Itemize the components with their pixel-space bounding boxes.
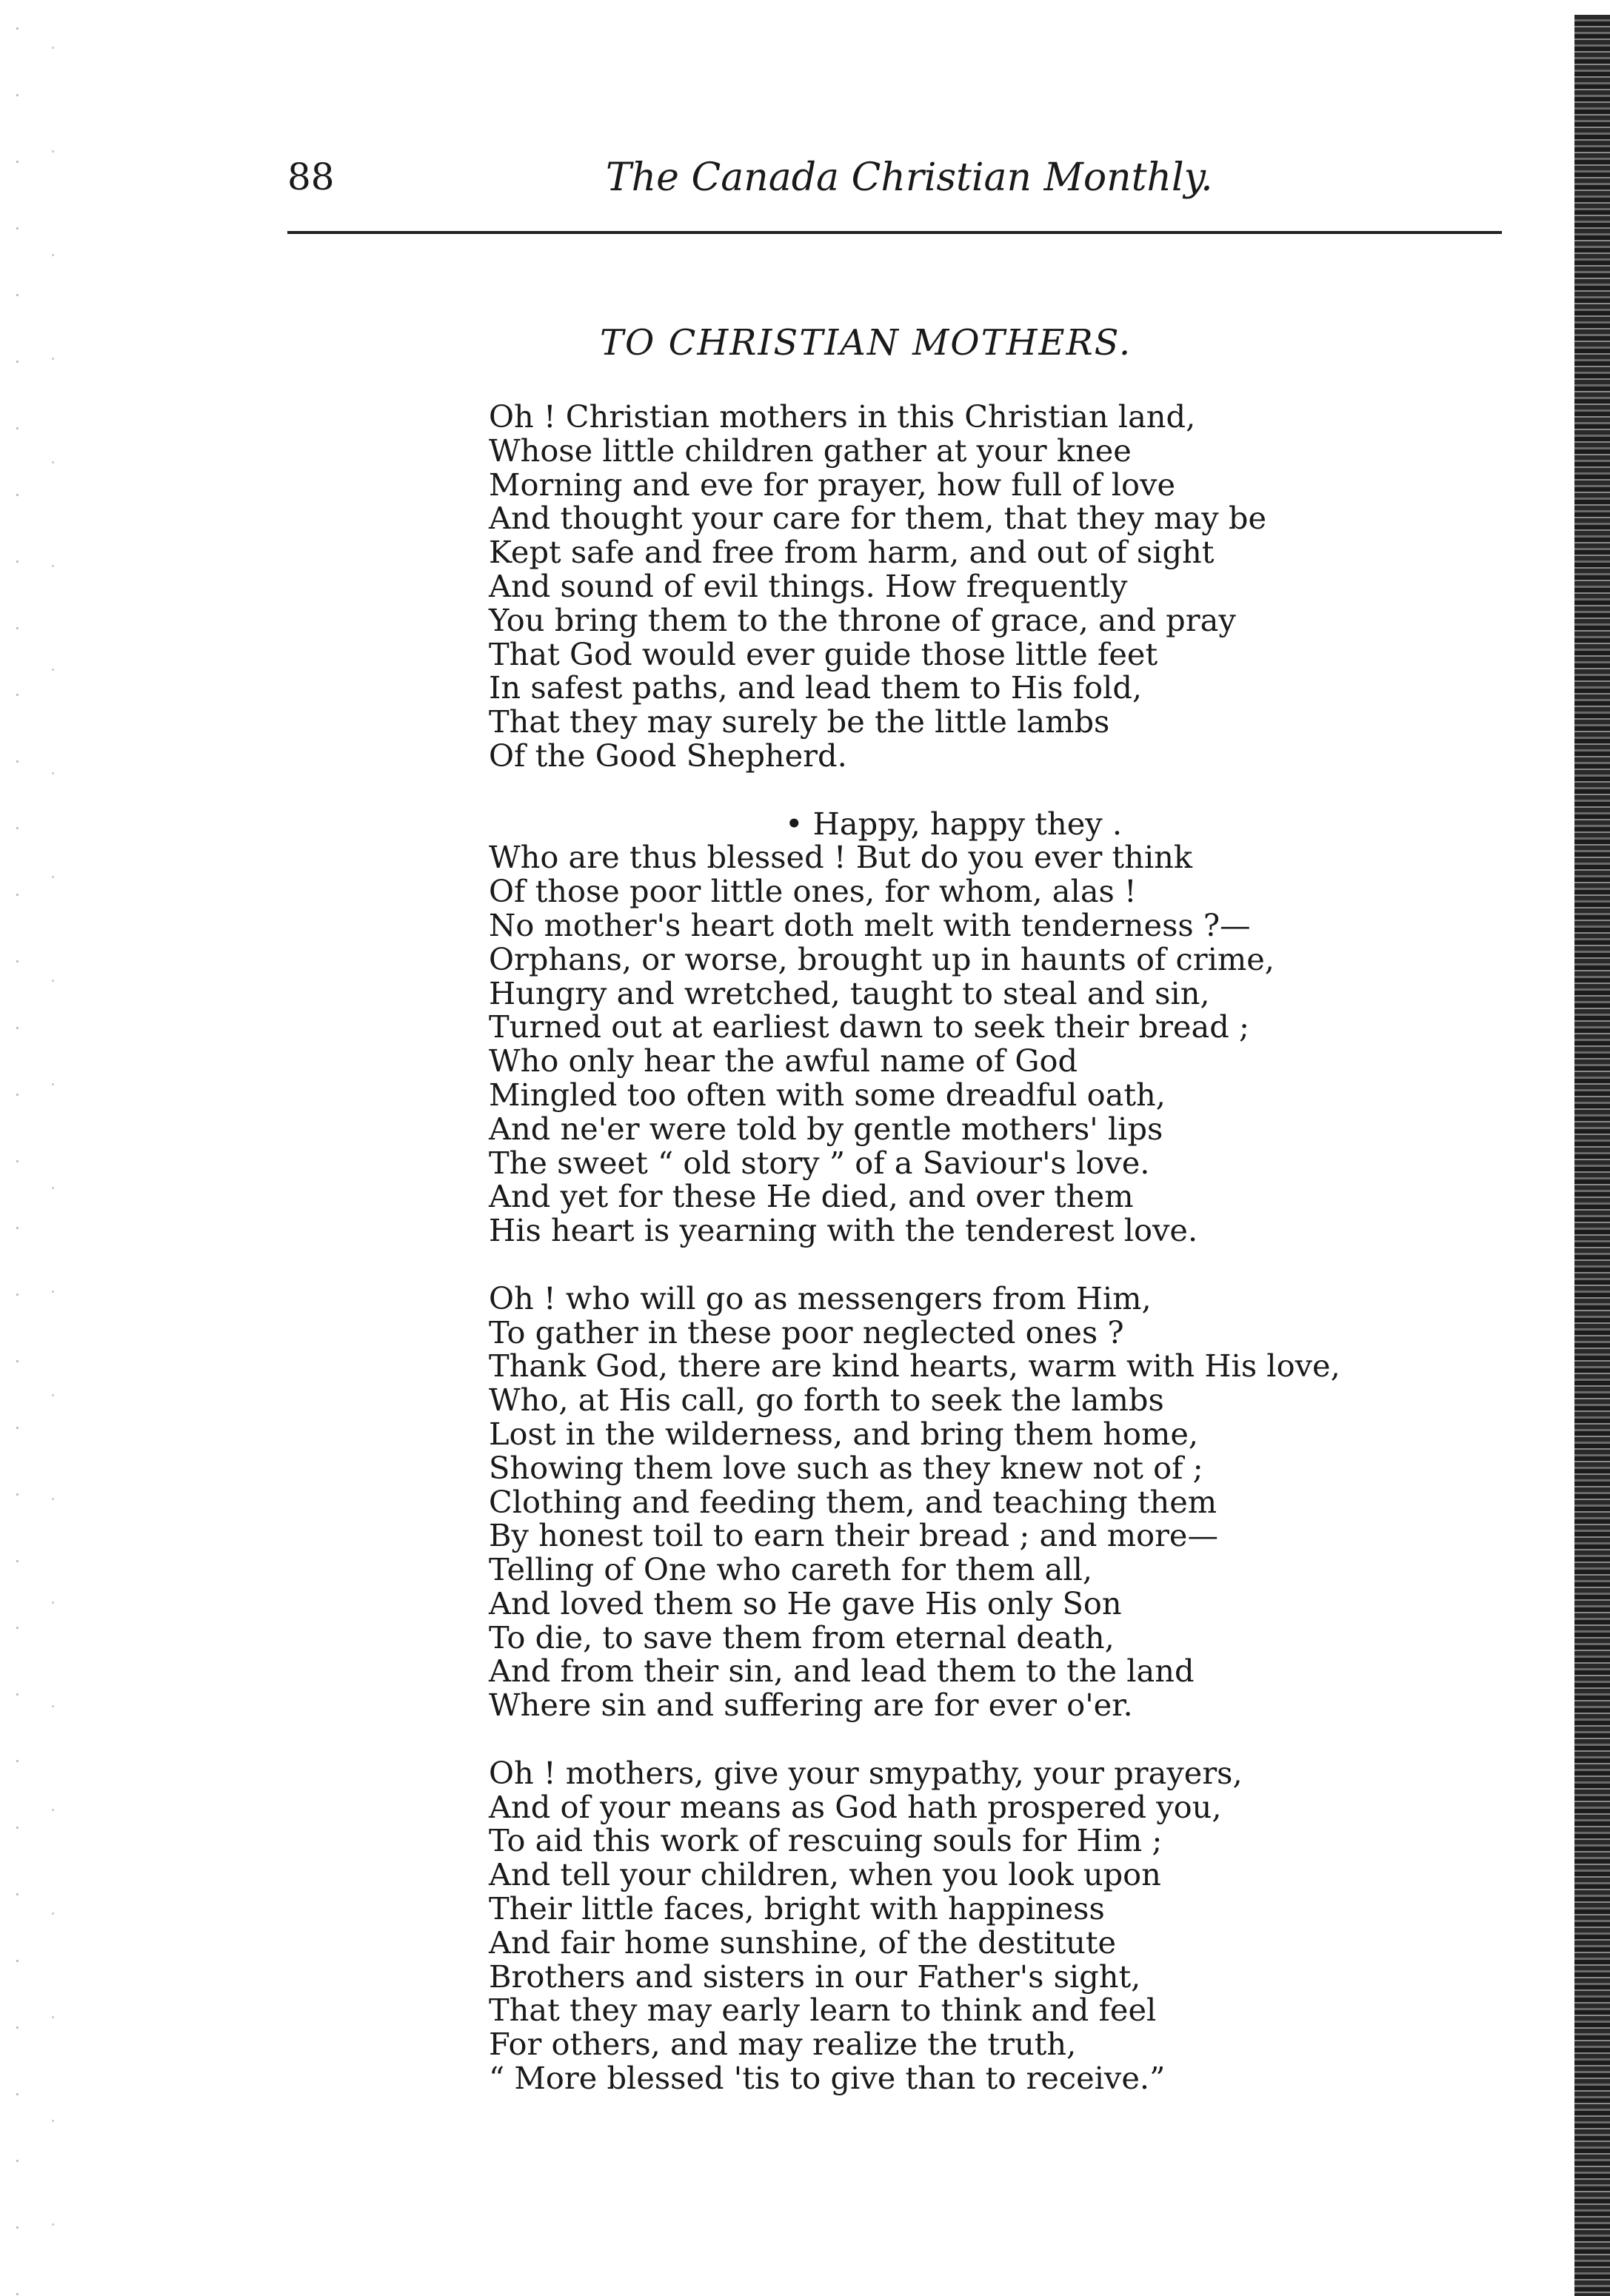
poem-line: Hungry and wretched, taught to steal and sin, bbox=[489, 974, 1210, 1011]
poem-line: And ne'er were told by gentle mothers' lips bbox=[489, 1110, 1163, 1147]
binding-edge bbox=[1574, 15, 1610, 2296]
stanza bbox=[489, 400, 1340, 773]
poem-line: And yet for these He died, and over them bbox=[489, 1178, 1134, 1215]
poem-line: And of your means as God hath prospered you, bbox=[489, 1788, 1222, 1825]
poem-line: You bring them to the throne of grace, and pray bbox=[489, 601, 1236, 638]
poem-line: To die, to save them from eternal death, bbox=[489, 1619, 1115, 1656]
poem-line: The sweet “ old story ” of a Saviour's love. bbox=[489, 1144, 1150, 1181]
poem-line: Oh ! mothers, give your smypathy, your prayers, bbox=[489, 1754, 1243, 1791]
poem-line: And fair home sunshine, of the destitute bbox=[489, 1924, 1117, 1961]
poem-line: His heart is yearning with the tenderest love. bbox=[489, 1212, 1198, 1249]
stanza bbox=[489, 1756, 1340, 2095]
poem-line: Thank God, there are kind hearts, warm with His love, bbox=[489, 1348, 1340, 1385]
poem-line: Oh ! Christian mothers in this Christian land, bbox=[489, 398, 1196, 435]
poem-line: “ More blessed 'tis to give than to receive.” bbox=[489, 2060, 1166, 2097]
poem-line: Whose little children gather at your knee bbox=[489, 432, 1132, 469]
left-margin-scan-noise bbox=[0, 0, 104, 2296]
page-number: 88 bbox=[287, 155, 335, 198]
stanza bbox=[489, 1279, 1340, 1724]
page-header bbox=[287, 148, 1502, 207]
stanza-gap bbox=[489, 1722, 1340, 1756]
poem-line: Of those poor little ones, for whom, alas ! bbox=[489, 873, 1137, 910]
poem-line: That God would ever guide those little feet bbox=[489, 635, 1158, 672]
poem-line: • Happy, happy they . bbox=[785, 805, 1123, 842]
poem-line: To gather in these poor neglected ones ? bbox=[489, 1313, 1124, 1351]
poem-line: Showing them love such as they knew not of ; bbox=[489, 1449, 1203, 1486]
poem-body bbox=[489, 400, 1340, 2095]
poem-line: And tell your children, when you look upon bbox=[489, 1856, 1161, 1893]
poem-line: And loved them so He gave His only Son bbox=[489, 1584, 1122, 1621]
poem-line: That they may early learn to think and feel bbox=[489, 1992, 1157, 2029]
poem-line: To aid this work of rescuing souls for Him ; bbox=[489, 1822, 1163, 1859]
running-title: The Canada Christian Monthly. bbox=[606, 155, 1213, 200]
poem-line: Who only hear the awful name of God bbox=[489, 1042, 1078, 1080]
poem-line: And from their sin, and lead them to the land bbox=[489, 1653, 1195, 1690]
poem-line: In safest paths, and lead them to His fold, bbox=[489, 669, 1143, 706]
poem-line: By honest toil to earn their bread ; and more— bbox=[489, 1517, 1218, 1554]
poem-line: Who are thus blessed ! But do you ever think bbox=[489, 839, 1193, 876]
poem-line: That they may surely be the little lambs bbox=[489, 703, 1110, 740]
poem-line: Lost in the wilderness, and bring them home, bbox=[489, 1415, 1199, 1452]
poem-line: Kept safe and free from harm, and out of sight bbox=[489, 534, 1215, 571]
poem-line: Of the Good Shepherd. bbox=[489, 737, 847, 774]
poem-line: And thought your care for them, that they may be bbox=[489, 500, 1267, 537]
poem-line: No mother's heart doth melt with tenderness ?— bbox=[489, 906, 1251, 943]
poem-line: And sound of evil things. How frequently bbox=[489, 567, 1128, 604]
poem-line: Where sin and suffering are for ever o'er. bbox=[489, 1687, 1133, 1724]
poem-line: Brothers and sisters in our Father's sight, bbox=[489, 1958, 1141, 1995]
poem-line: Oh ! who will go as messengers from Him, bbox=[489, 1279, 1152, 1316]
poem-line: Mingled too often with some dreadful oath, bbox=[489, 1076, 1166, 1113]
poem-line: Who, at His call, go forth to seek the lambs bbox=[489, 1382, 1164, 1419]
poem-line: Telling of One who careth for them all, bbox=[489, 1551, 1093, 1588]
header-rule bbox=[287, 231, 1502, 234]
poem-line: Morning and eve for prayer, how full of love bbox=[489, 466, 1176, 503]
poem-line: Turned out at earliest dawn to seek their bread ; bbox=[489, 1008, 1249, 1045]
poem-title: TO CHRISTIAN MOTHERS. bbox=[600, 322, 1132, 364]
poem-line: For others, and may realize the truth, bbox=[489, 2026, 1077, 2063]
stanza-gap bbox=[489, 1248, 1340, 1282]
stanza-gap bbox=[489, 773, 1340, 807]
poem-line: Orphans, or worse, brought up in haunts of crime, bbox=[489, 940, 1275, 977]
poem-line: Their little faces, bright with happiness bbox=[489, 1890, 1105, 1927]
poem-line: Clothing and feeding them, and teaching them bbox=[489, 1483, 1217, 1520]
stanza bbox=[489, 807, 1340, 1248]
